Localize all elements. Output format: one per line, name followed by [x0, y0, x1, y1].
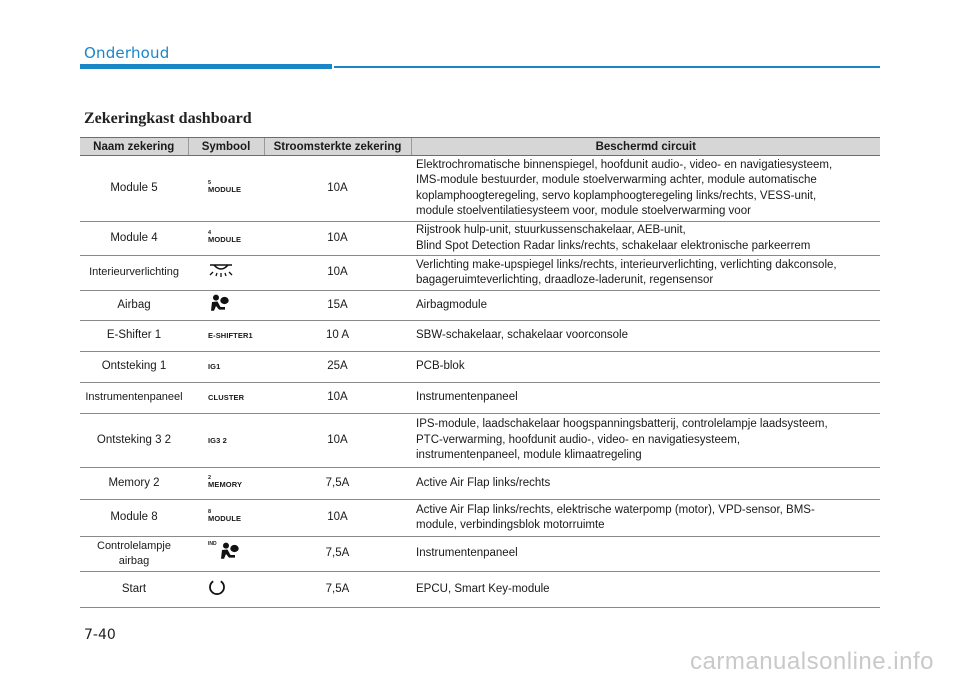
fuse-circuit-line: Active Air Flap links/rechts, elektrische waterpomp (motor), VPD-sensor, BMS- — [416, 503, 815, 516]
watermark: carmanualsonline.info — [690, 648, 934, 675]
fuse-name: Module 5 — [80, 156, 188, 222]
table-row — [80, 156, 880, 222]
fuse-symbol — [188, 256, 264, 291]
fuse-circuit-line: Rijstrook hulp-unit, stuurkussenschakelaar, AEB-unit, — [416, 224, 686, 236]
fuse-circuit-line: module, verbindingsblok motorruimte — [416, 519, 605, 531]
fuse-circuit — [411, 256, 880, 291]
fuse-circuit-line: Verlichting make-upspiegel links/rechts, interieurverlichting, verlichting dakconsole, — [416, 258, 837, 271]
fuse-name: Controlelampje airbag — [80, 537, 188, 572]
table-row — [80, 321, 880, 352]
fuse-amperage: 10A — [264, 414, 411, 468]
fuse-symbol-label: MODULE — [208, 234, 242, 244]
table-row — [80, 572, 880, 608]
header-rule-thick — [80, 64, 332, 69]
table-row — [80, 352, 880, 383]
fuse-name: Module 4 — [80, 222, 188, 256]
fuse-circuit — [411, 537, 880, 572]
fuse-name: Airbag — [80, 291, 188, 321]
column-header-symbol: Symbool — [188, 138, 264, 156]
fuse-symbol-text — [208, 437, 227, 445]
table-row — [80, 222, 880, 256]
fuse-symbol-label: IG3 2 — [208, 435, 227, 445]
fuse-amperage: 7,5A — [264, 537, 411, 572]
fuse-circuit — [411, 500, 880, 537]
fuse-circuit-line: IPS-module, laadschakelaar hoogspanningsbatterij, controlelampje laadsysteem, — [416, 418, 828, 431]
fuse-symbol-text — [208, 332, 253, 340]
table-row — [80, 414, 880, 468]
fuse-symbol — [188, 321, 264, 352]
fuse-symbol — [188, 222, 264, 256]
fuse-symbol-number: 8 — [208, 509, 212, 516]
fuse-circuit-line: bagageruimteverlichting, draadloze-laderunit, regensensor — [416, 274, 714, 286]
table-row — [80, 291, 880, 321]
column-header-name: Naam zekering — [80, 138, 188, 156]
fuse-circuit — [411, 572, 880, 608]
fuse-circuit — [411, 468, 880, 500]
fuse-symbol — [188, 537, 264, 572]
fuse-circuit — [411, 321, 880, 352]
fuse-name: Ontsteking 3 2 — [80, 414, 188, 468]
fuse-amperage: 10A — [264, 256, 411, 291]
fuse-circuit-line: module stoelventilatiesysteem voor, module stoelverwarming voor — [416, 205, 751, 217]
fuse-circuit-line: Elektrochromatische binnenspiegel, hoofdunit audio-, video- en navigatiesysteem, — [416, 158, 833, 171]
fuse-symbol — [188, 468, 264, 500]
fuse-name: Interieurverlichting — [80, 256, 188, 291]
fuse-symbol-text — [208, 509, 241, 523]
table-header-row — [80, 138, 880, 156]
indicator-label: IND — [208, 541, 217, 548]
fuse-circuit-line: koplamphoogteregeling, servo koplamphoogteregeling links/rechts, VESS-unit, — [416, 189, 817, 202]
fuse-table — [80, 137, 880, 608]
column-header-amperage: Stroomsterkte zekering — [264, 138, 411, 156]
fuse-name: Module 8 — [80, 500, 188, 537]
fuse-symbol — [188, 352, 264, 383]
fuse-symbol-number: 4 — [208, 229, 212, 236]
fuse-circuit-line: IMS-module bestuurder, module stoelverwarming achter, module automatische — [416, 174, 817, 186]
fuse-circuit-line: Airbagmodule — [416, 298, 487, 311]
fuse-circuit-line: PCB-blok — [416, 360, 465, 373]
fuse-circuit — [411, 383, 880, 414]
fuse-symbol — [188, 414, 264, 468]
fuse-circuit — [411, 156, 880, 222]
column-header-circuit: Beschermd circuit — [411, 138, 880, 156]
fuse-circuit-line: Active Air Flap links/rechts — [416, 476, 551, 489]
page-number: 7-40 — [84, 627, 116, 643]
fuse-circuit-line: EPCU, Smart Key-module — [416, 582, 550, 595]
fuse-circuit-line: Instrumentenpaneel — [416, 391, 518, 404]
fuse-symbol-text — [208, 475, 242, 489]
fuse-amperage: 7,5A — [264, 572, 411, 608]
fuse-amperage: 10A — [264, 500, 411, 537]
fuse-amperage: 10A — [264, 156, 411, 222]
fuse-symbol-label: MODULE — [208, 514, 242, 524]
fuse-symbol-label: CLUSTER — [208, 393, 245, 403]
fuse-amperage: 25A — [264, 352, 411, 383]
fuse-symbol-label: MEMORY — [208, 479, 243, 489]
table-row — [80, 500, 880, 537]
section-header: Onderhoud — [84, 44, 170, 62]
fuse-circuit — [411, 222, 880, 256]
header-rule-thin — [334, 66, 880, 68]
table-row — [80, 468, 880, 500]
fuse-circuit — [411, 291, 880, 321]
fuse-circuit-line: Blind Spot Detection Radar links/rechts, schakelaar elektronische parkeerrem — [416, 239, 811, 252]
page-title: Zekeringkast dashboard — [84, 110, 252, 127]
fuse-name: Memory 2 — [80, 468, 188, 500]
fuse-symbol-label: E-SHIFTER1 — [208, 331, 253, 341]
fuse-name: Instrumentenpaneel — [80, 383, 188, 414]
fuse-symbol-text — [208, 363, 220, 371]
fuse-symbol — [188, 156, 264, 222]
fuse-amperage: 10A — [264, 383, 411, 414]
fuse-amperage: 7,5A — [264, 468, 411, 500]
fuse-circuit-line: PTC-verwarming, hoofdunit audio-, video- en navigatiesysteem, — [416, 433, 741, 446]
fuse-symbol-number: 2 — [208, 474, 212, 481]
fuse-name: Start — [80, 572, 188, 608]
table-row — [80, 256, 880, 291]
indicator-symbol — [208, 541, 248, 561]
fuse-symbol — [188, 383, 264, 414]
fuse-symbol-text — [208, 394, 244, 402]
fuse-circuit-line: instrumentenpaneel, module klimaatregeling — [416, 449, 642, 462]
table-row — [80, 537, 880, 572]
fuse-circuit — [411, 352, 880, 383]
fuse-symbol-label: MODULE — [208, 184, 242, 194]
fuse-circuit-line: Instrumentenpaneel — [416, 547, 518, 560]
fuse-symbol — [188, 291, 264, 321]
fuse-symbol-number: 5 — [208, 179, 212, 186]
start-icon — [208, 578, 226, 602]
table-row — [80, 383, 880, 414]
fuse-symbol-text — [208, 180, 241, 194]
fuse-symbol — [188, 572, 264, 608]
fuse-circuit-line: SBW-schakelaar, schakelaar voorconsole — [416, 329, 629, 342]
fuse-symbol-text — [208, 230, 241, 244]
fuse-symbol — [188, 500, 264, 537]
fuse-table-body — [80, 156, 880, 608]
fuse-amperage: 10 A — [264, 321, 411, 352]
fuse-name: Ontsteking 1 — [80, 352, 188, 383]
fuse-amperage: 10A — [264, 222, 411, 256]
fuse-name: E-Shifter 1 — [80, 321, 188, 352]
fuse-amperage: 15A — [264, 291, 411, 321]
room-lamp-icon — [208, 262, 234, 284]
fuse-circuit — [411, 414, 880, 468]
fuse-symbol-label: IG1 — [208, 362, 221, 372]
airbag-icon — [208, 294, 230, 318]
